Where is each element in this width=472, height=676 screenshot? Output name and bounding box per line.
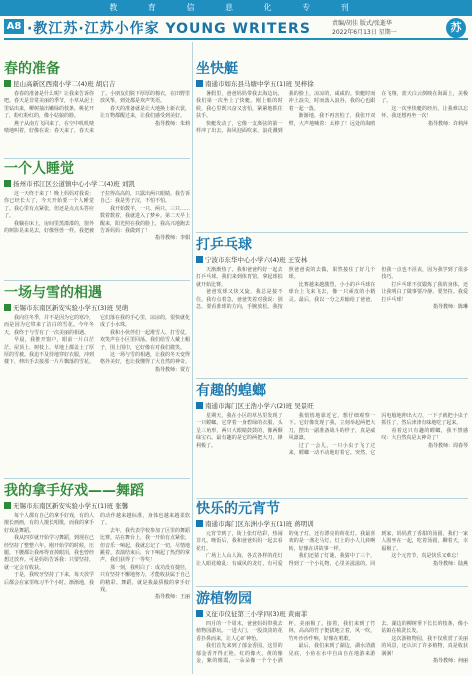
article-body: 这一天终于来了！晚上妈妈对我说：你已经长大了，今天开始要一个人睡觉了。我心里有点紧张，但还是点点头答应了。 我躺在床上，房间里黑漆漆的，窗外的树影晃来晃去，好像怪兽一样。我把被子拉得高高的，只露出两只眼睛。我告诉自己：我是男子汉，不怕不怕。 我开始数羊，一只、两只、三只……数着数着，我就进入了梦乡。第二天早上醒来，阳光照在我的脸上，我高兴地跑去告诉妈妈：我做到了！ 指导教师：李娟 <box>4 191 190 242</box>
square-bullet-icon <box>4 180 11 187</box>
article-byline: 无锡市东南区新安实验小学五(1)班 张馨 <box>4 501 190 511</box>
section-divider <box>196 378 468 379</box>
square-bullet-icon <box>196 80 203 87</box>
article-byline: 宁波市东华中心小学六(4)班 王安林 <box>196 255 468 265</box>
date-line: 2022年6月13日 星期一 <box>332 29 397 36</box>
article-body: 每个人都有自己的拿手好戏，有的人擅长画画，有的人擅长唱歌，而我的拿手好戏是舞蹈。 我从四岁就开始学习舞蹈，到现在已经坚持了整整六年。刚开始学的时候，压腿、下腰都让我疼得直掉眼泪，我也曾经想过放弃。可是妈妈告诉我：只要坚持，就一定会有收获。 于是，我咬牙坚持了下来，每天放学后都会在家里练习半个小时。渐渐地，我的动作越来越标准，身体也越来越柔软了。 去年，我代表学校参加了区里的舞蹈比赛。站在舞台上，我一开始有点紧张，但音乐一响起，我就忘记了一切，尽情地跳着。表演结束后，台下响起了热烈的掌声，我们获得了一等奖！ 那一刻，我明白了：成功没有捷径，只有坚持不懈地努力，才能收获属于自己的精彩。舞蹈，就是我最骄傲的拿手好戏。 指导教师：王丽 <box>4 513 190 601</box>
teacher-credit: 指导教师：许莉萍 <box>427 120 468 127</box>
article-body: 星期天，我在小区的草丛里发现了一只螳螂。它穿着一身碧绿的衣服，头呈三角形，两只大眼睛鼓鼓的，像两颗绿宝石。最有趣的是它的两把大刀，锋利极了。 我悄悄地靠近它，想仔细观察一下。它好像发现了我，立刻举起两把大刀，摆出一副准备战斗的样子，真是威风凛凛。 过了一会儿，一只小虫子飞了过来，螳螂一动不动地盯着它。突然，它闪电般地伸出大刀，一下子就把小虫子抓住了，然后津津有味地吃了起来。 看着这只有趣的螳螂，我不禁感叹：大自然真是太神奇了！ 指导教师：周春琴 <box>196 413 468 457</box>
square-bullet-icon <box>196 402 203 409</box>
section-divider <box>4 478 190 479</box>
square-bullet-icon <box>4 502 11 509</box>
section-divider <box>4 158 190 159</box>
article-dance <box>4 482 190 674</box>
article-byline: 扬州市邗江区公道镇中心小学二(4)班 刘凯 <box>4 179 190 189</box>
article-body: 我向往冬季，并不是因为它的寒冷，而是因为它带来了洁白的雪花。今年冬天，我终于与雪有了一次美丽的相遇。 早晨，我推开窗户，眼前一片白茫茫。屋顶上、树枝上、草地上都盖上了厚厚的雪被。我迫不及待地穿好衣服，冲到楼下，伸出手去接那一片片飘落的雪花。它们落在我的手心里，凉凉的，很快就化成了小水珠。 我和小伙伴们一起堆雪人、打雪仗，欢笑声在小区里回荡。我们给雪人戴上帽子，围上围巾，它好像在对我们微笑。 这一场与雪的相遇，让我的冬天变得格外美好，也让我懂得了大自然的神奇。 指导教师：贾方 <box>4 315 190 373</box>
article-byline: 昆山高新区西南小学二(4)班 胡启吉 <box>4 79 190 89</box>
article-sleep-alone <box>4 160 190 278</box>
article-byline: 南通市海门区王浩小学六(2)班 吴景旺 <box>196 401 468 411</box>
newspaper-logo-icon: 苏 <box>446 18 466 38</box>
article-spring <box>4 60 190 156</box>
square-bullet-icon <box>4 80 11 87</box>
article-body: 天渐渐热了，我和爸爸约好一起去打乒乓球。我们来到体育馆，拿起球拍就开始比赛。 爸爸发球又快又旋，我总是接不住。我有点着急，爸爸笑着对我说：别急，要看准球的方向，手腕放松。我按照爸爸说的去做，果然接住了好几个球。 比赛越来越激烈，小小的乒乓球在球台上飞来飞去，像一只顽皮的小精灵。最后，我以一分之差输给了爸爸，但我一点也不沮丧，因为我学到了很多技巧。 打乒乓球不仅锻炼了我的身体，还让我明白了做事要冷静、要坚持。我爱打乒乓球！ 指导教师：陈琳 <box>196 267 468 311</box>
column-divider <box>192 42 193 674</box>
article-title: 快乐的元宵节 <box>196 501 280 517</box>
square-bullet-icon <box>196 520 203 527</box>
article-title: 春的准备 <box>4 61 60 77</box>
square-bullet-icon <box>4 304 11 311</box>
article-byline: 义征市仪征第三小学四(3)班 黄雨菲 <box>196 609 468 619</box>
article-title: 我的拿手好戏——舞蹈 <box>4 483 144 499</box>
section-divider <box>196 498 468 499</box>
article-byline: 南通市海门区东洲小学五(1)班 蒋明训 <box>196 519 468 529</box>
masthead-band: 教 育 信 息 化 专 刊 <box>0 0 472 16</box>
section-title: ·教江苏·江苏小作家 YOUNG WRITERS <box>27 21 311 37</box>
teacher-credit: 指导教师：李娟 <box>154 235 190 242</box>
page-number: A8 <box>4 19 24 34</box>
article-lantern-festival <box>196 500 468 584</box>
section-divider <box>196 232 468 233</box>
square-bullet-icon <box>196 256 203 263</box>
article-mantis <box>196 382 468 496</box>
article-body: 四月的一个周末，爸爸妈妈带我去植物园游玩。一进大门，一股淡淡的花香扑鼻而来，让人心旷神怡。 我们首先来到了郁金香园，这里的郁金香开得正艳，红的像火，黄的像金，紫的像霞，一朵朵像一个个小酒杯，美丽极了。接着，我们来到了竹林，高高的竹子挺拔地立着，风一吹，竹叶沙沙作响，好像在唱歌。 最后，我们来到了湖边，湖水清澈见底，小鱼在水中自由自在地游来游去。湖边的柳树垂下长长的枝条，像小姑娘在梳洗长发。 这次游植物园，我不仅欣赏了美丽的风景，还认识了许多植物，真是收获满满！ 指导教师：何丽 <box>196 621 468 665</box>
teacher-credit: 指导教师：陈琳 <box>432 304 468 311</box>
section-divider <box>196 586 468 587</box>
teacher-credit: 指导教师：陆燕 <box>432 560 468 567</box>
teacher-credit: 指导教师：周春琴 <box>427 442 468 449</box>
article-body: 春春的准备是什么呢？让我来告诉你吧。春天是非常美丽的季节，小草从泥土里钻出来，柳树抽出嫩绿的枝条，桃花开了，粉红粉红的，像小姑娘的脸。 燕子从南方飞回来了，在空中叽叽喳喳地叫着，好像在说：春天来了，春天来了。小朋友们脱下厚厚的棉衣，在田野里放风筝，到处都是欢声笑语。 春天的准备就是让大地换上新衣裳，让万物都醒过来，让我们感受到美好。 指导教师：朱莉 <box>4 91 190 135</box>
article-body: 元宵节到了，街上张灯结彩，热闹非凡。晚饭后，我和爸爸妈妈一起去看花灯。 广场上人山人海，各式各样的花灯让人眼花缭乱：有威风的龙灯，有可爱的兔子灯，还有漂亮的荷花灯。我最喜欢的是一盏走马灯，灯上的小人儿转啊转，好像在讲故事一样。 我们还猜了灯谜，我猜中了三个，得到了一个小礼物，心里美滋滋的。回到家，妈妈煮了香甜的汤圆，我们一家人围坐在一起，吃着汤圆，聊着天，幸福极了。 这个元宵节，真是快乐又难忘！ 指导教师：陆燕 <box>196 531 468 567</box>
article-byline: 南通市如东县马塘中学五(1)班 吴梓徐 <box>196 79 468 89</box>
article-title: 一个人睡觉 <box>4 161 74 177</box>
article-ping-pong <box>196 236 468 376</box>
article-title: 有趣的蝗螂 <box>196 383 266 399</box>
article-title: 打乒乓球 <box>196 237 252 253</box>
square-bullet-icon <box>196 610 203 617</box>
masthead-rule <box>4 38 468 40</box>
teacher-credit: 指导教师：何丽 <box>432 658 468 665</box>
section-divider <box>4 280 190 281</box>
article-title: 坐快艇 <box>196 61 238 77</box>
article-speedboat <box>196 60 468 230</box>
article-byline: 无锡市东南区新安实验小学五(3)班 吴萌 <box>4 303 190 313</box>
article-body: 暑假里，爸爸妈妈带我去海边玩，我们第一次坐上了快艇。刚上船的时候，我心里既兴奋又害怕，紧紧地抓住扶手。 快艇发动了，它像一支离弦的箭一样冲了出去。海风迎面吹来，浪花溅到我的脸上，凉凉的，咸咸的。快艇时而冲上浪尖，时而落入浪谷，我的心也跟着一起一落。 渐渐地，我不再害怕了，我张开双臂，大声地喊着：太棒了！远处的海鸥在飞翔，蓝天白云倒映在海面上，美极了。 这一次坐快艇的经历，让我难以忘怀，我还想再坐一次！ 指导教师：许莉萍 <box>196 91 468 135</box>
teacher-credit: 指导教师：朱莉 <box>154 120 190 127</box>
editor-line: 责编/胡佳 版式/张逝华 <box>332 20 392 27</box>
teacher-credit: 指导教师：贾方 <box>154 366 190 373</box>
teacher-credit: 指导教师：王丽 <box>154 594 190 601</box>
article-snow <box>4 284 190 476</box>
article-title: 游植物园 <box>196 591 252 607</box>
article-title: 一场与雪的相遇 <box>4 285 102 301</box>
article-botanical-garden <box>196 590 468 674</box>
